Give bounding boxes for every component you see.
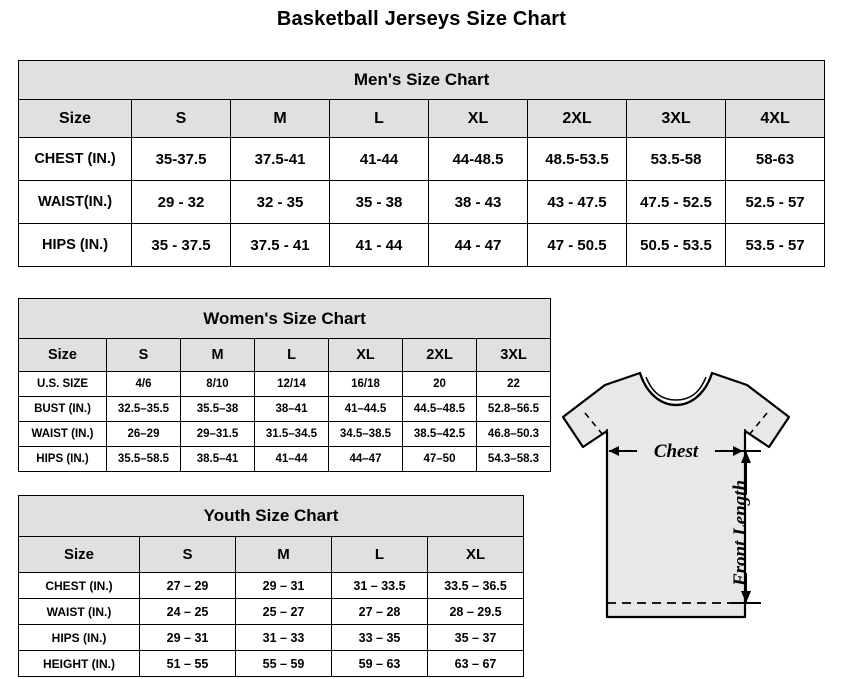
cell: 38 - 43 <box>429 181 528 224</box>
table-row <box>19 224 825 267</box>
cell: 41–44.5 <box>329 397 403 422</box>
cell: 53.5 - 57 <box>726 224 825 267</box>
cell: 41–44 <box>255 447 329 472</box>
column-header: L <box>332 537 428 573</box>
youth-chart-caption: Youth Size Chart <box>19 496 524 537</box>
column-header: 2XL <box>403 339 477 372</box>
jersey-outline-shape <box>563 373 789 617</box>
table-row <box>19 599 524 625</box>
cell: 46.8–50.3 <box>477 422 551 447</box>
row-label: WAIST(IN.) <box>19 181 132 224</box>
cell: 37.5 - 41 <box>231 224 330 267</box>
row-label: WAIST (IN.) <box>19 599 140 625</box>
table-row <box>19 181 825 224</box>
cell: 59 – 63 <box>332 651 428 677</box>
mens-header-row <box>19 100 825 138</box>
column-header: 4XL <box>726 100 825 138</box>
cell: 51 – 55 <box>140 651 236 677</box>
cell: 16/18 <box>329 372 403 397</box>
cell: 29–31.5 <box>181 422 255 447</box>
cell: 34.5–38.5 <box>329 422 403 447</box>
column-header: Size <box>19 537 140 573</box>
cell: 47–50 <box>403 447 477 472</box>
cell: 22 <box>477 372 551 397</box>
column-header: S <box>132 100 231 138</box>
column-header: L <box>255 339 329 372</box>
cell: 54.3–58.3 <box>477 447 551 472</box>
cell: 44-48.5 <box>429 138 528 181</box>
cell: 29 – 31 <box>236 573 332 599</box>
table-row <box>19 372 551 397</box>
cell: 29 – 31 <box>140 625 236 651</box>
cell: 55 – 59 <box>236 651 332 677</box>
cell: 4/6 <box>107 372 181 397</box>
cell: 35 – 37 <box>428 625 524 651</box>
cell: 35 - 37.5 <box>132 224 231 267</box>
table-caption-row <box>19 299 551 339</box>
cell: 32.5–35.5 <box>107 397 181 422</box>
column-header: 2XL <box>528 100 627 138</box>
womens-header-row <box>19 339 551 372</box>
column-header: XL <box>429 100 528 138</box>
column-header: S <box>140 537 236 573</box>
cell: 27 – 29 <box>140 573 236 599</box>
column-header: M <box>236 537 332 573</box>
column-header: L <box>330 100 429 138</box>
column-header: M <box>181 339 255 372</box>
youth-header-row <box>19 537 524 573</box>
cell: 35 - 38 <box>330 181 429 224</box>
cell: 31 – 33.5 <box>332 573 428 599</box>
cell: 12/14 <box>255 372 329 397</box>
cell: 20 <box>403 372 477 397</box>
column-header: Size <box>19 339 107 372</box>
row-label: WAIST (IN.) <box>19 422 107 447</box>
cell: 50.5 - 53.5 <box>627 224 726 267</box>
cell: 35.5–38 <box>181 397 255 422</box>
table-row <box>19 397 551 422</box>
cell: 41-44 <box>330 138 429 181</box>
cell: 41 - 44 <box>330 224 429 267</box>
row-label: HEIGHT (IN.) <box>19 651 140 677</box>
cell: 43 - 47.5 <box>528 181 627 224</box>
cell: 48.5-53.5 <box>528 138 627 181</box>
cell: 52.8–56.5 <box>477 397 551 422</box>
column-header: XL <box>428 537 524 573</box>
cell: 33 – 35 <box>332 625 428 651</box>
row-label: HIPS (IN.) <box>19 447 107 472</box>
mens-size-chart-table <box>18 60 825 267</box>
column-header: S <box>107 339 181 372</box>
cell: 27 – 28 <box>332 599 428 625</box>
womens-chart-caption: Women's Size Chart <box>19 299 551 339</box>
youth-size-chart-table <box>18 495 524 677</box>
table-row <box>19 138 825 181</box>
column-header: Size <box>19 100 132 138</box>
chest-measure-label: Chest <box>653 441 699 462</box>
table-row <box>19 651 524 677</box>
cell: 44 - 47 <box>429 224 528 267</box>
front-length-measure-label: Front Length <box>730 479 751 587</box>
column-header: 3XL <box>477 339 551 372</box>
cell: 37.5-41 <box>231 138 330 181</box>
table-row <box>19 447 551 472</box>
cell: 44.5–48.5 <box>403 397 477 422</box>
cell: 38–41 <box>255 397 329 422</box>
row-label: CHEST (IN.) <box>19 573 140 599</box>
row-label: HIPS (IN.) <box>19 224 132 267</box>
cell: 47 - 50.5 <box>528 224 627 267</box>
row-label: CHEST (IN.) <box>19 138 132 181</box>
table-caption-row <box>19 496 524 537</box>
column-header: XL <box>329 339 403 372</box>
womens-size-chart-table <box>18 298 551 472</box>
row-label: U.S. SIZE <box>19 372 107 397</box>
cell: 44–47 <box>329 447 403 472</box>
cell: 35-37.5 <box>132 138 231 181</box>
cell: 8/10 <box>181 372 255 397</box>
table-row <box>19 573 524 599</box>
mens-chart-caption: Men's Size Chart <box>19 61 825 100</box>
table-caption-row <box>19 61 825 100</box>
cell: 52.5 - 57 <box>726 181 825 224</box>
cell: 31 – 33 <box>236 625 332 651</box>
cell: 25 – 27 <box>236 599 332 625</box>
jersey-measurement-diagram <box>545 355 835 660</box>
cell: 38.5–41 <box>181 447 255 472</box>
cell: 31.5–34.5 <box>255 422 329 447</box>
cell: 29 - 32 <box>132 181 231 224</box>
cell: 33.5 – 36.5 <box>428 573 524 599</box>
column-header: 3XL <box>627 100 726 138</box>
cell: 58-63 <box>726 138 825 181</box>
cell: 47.5 - 52.5 <box>627 181 726 224</box>
cell: 35.5–58.5 <box>107 447 181 472</box>
table-row <box>19 422 551 447</box>
table-row <box>19 625 524 651</box>
cell: 28 – 29.5 <box>428 599 524 625</box>
cell: 38.5–42.5 <box>403 422 477 447</box>
cell: 53.5-58 <box>627 138 726 181</box>
cell: 32 - 35 <box>231 181 330 224</box>
cell: 24 – 25 <box>140 599 236 625</box>
cell: 63 – 67 <box>428 651 524 677</box>
row-label: BUST (IN.) <box>19 397 107 422</box>
row-label: HIPS (IN.) <box>19 625 140 651</box>
page-title: Basketball Jerseys Size Chart <box>276 8 567 30</box>
column-header: M <box>231 100 330 138</box>
cell: 26–29 <box>107 422 181 447</box>
